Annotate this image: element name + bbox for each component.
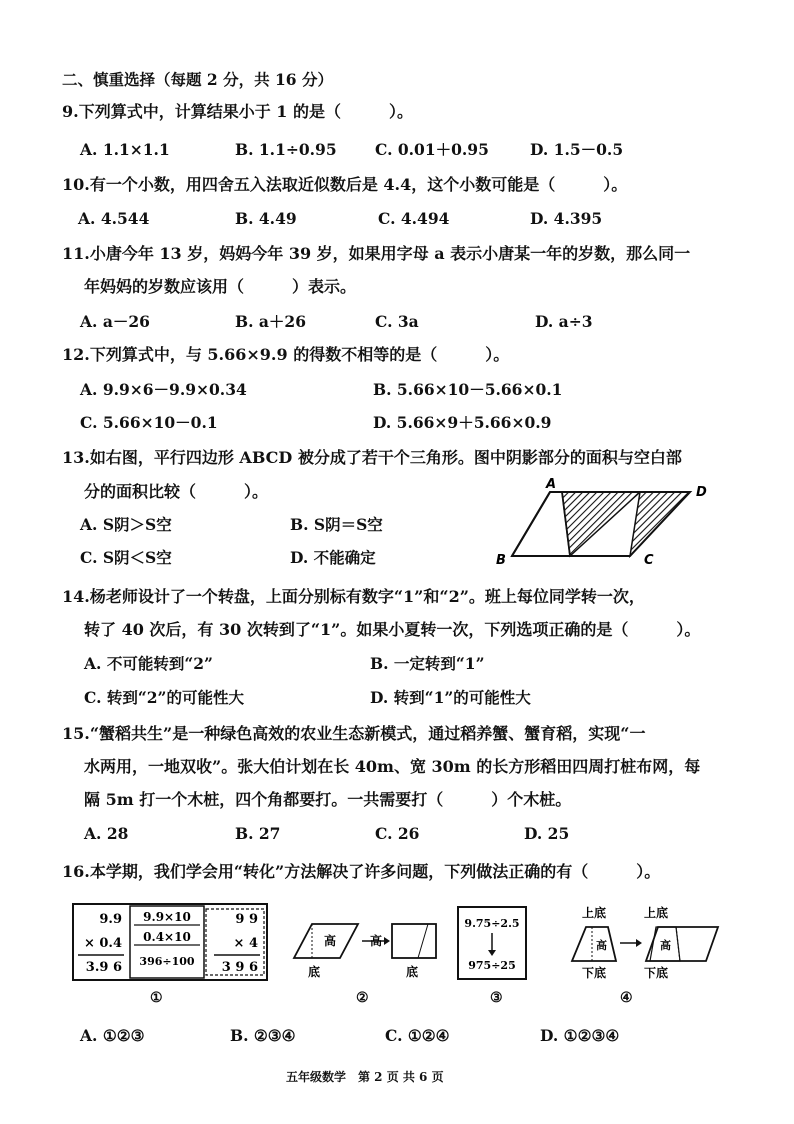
option-d: D. 转到“1”的可能性大 [370, 688, 531, 707]
vertex-label-a: A [546, 477, 557, 492]
mid-bot: 396÷100 [139, 955, 195, 968]
question-text: 小唐今年 13 岁，妈妈今年 39 岁，如果用字母 a 表示小唐某一年的岁数，那么同一 [89, 244, 691, 263]
question-text: 下列算式中，计算结果小于 1 的是（ ）。 [78, 102, 413, 121]
option-c: C. S阴＜S空 [80, 548, 172, 567]
top-base-label-2: 上底 [644, 906, 669, 920]
page-footer: 五年级数学 第 2 页 共 6 页 [286, 1070, 444, 1084]
division-top: 9.75÷2.5 [464, 917, 520, 930]
left-bot: 3.9 6 [85, 960, 122, 975]
vertex-label-d: D [696, 485, 707, 500]
shaded-triangle [562, 492, 640, 556]
question-number: 10. [62, 175, 90, 194]
height-label: 高 [596, 939, 607, 952]
question-number: 16. [62, 862, 90, 881]
height-label: 高 [324, 934, 337, 948]
question-text-line2: 分的面积比较（ ）。 [84, 482, 269, 501]
mid-mid: 0.4×10 [143, 930, 191, 944]
option-d: D. 1.5－0.5 [530, 140, 624, 159]
mid-top: 9.9×10 [143, 910, 191, 924]
right-top: 9 9 [235, 912, 258, 927]
option-c: C. 3a [375, 312, 419, 331]
option-b: B. 一定转到“1” [370, 654, 485, 673]
option-b: B. 4.49 [235, 209, 297, 228]
base-label: 底 [308, 965, 321, 979]
question-15 [62, 724, 645, 744]
option-d: D. 25 [524, 824, 570, 843]
question-number: 14. [62, 587, 90, 606]
right-bot: 3 9 6 [221, 960, 258, 975]
option-c: C. 5.66×10－0.1 [80, 413, 218, 432]
question-9 [62, 102, 413, 122]
option-c: C. 转到“2”的可能性大 [84, 688, 244, 707]
top-base-label: 上底 [582, 906, 607, 920]
question-14 [62, 587, 645, 607]
question-10 [62, 175, 627, 195]
bottom-base-label-2: 下底 [644, 966, 669, 980]
division-bot: 975÷25 [468, 959, 516, 972]
option-a: A. ①②③ [80, 1026, 145, 1045]
option-b: B. ②③④ [230, 1026, 296, 1045]
parallelogram-figure [490, 478, 720, 573]
question-text: 有一个小数，用四舍五入法取近似数后是 4.4，这个小数可能是（ ）。 [89, 175, 628, 194]
caption-4: ④ [620, 990, 633, 1006]
question-number: 15. [62, 724, 90, 743]
left-top: 9.9 [99, 912, 122, 927]
question-text-line2: 转了 40 次后，有 30 次转到了“1”。如果小夏转一次，下列选项正确的是（ ）。 [84, 620, 701, 639]
caption-2: ② [356, 990, 369, 1006]
question-16 [62, 862, 660, 882]
option-b: B. a＋26 [235, 312, 307, 331]
figure-3-division [457, 906, 529, 982]
vertex-label-b: B [496, 553, 506, 568]
question-number: 13. [62, 448, 90, 467]
height-label-2: 高 [370, 934, 383, 948]
option-a: A. 1.1×1.1 [80, 140, 170, 159]
question-text: 下列算式中，与 5.66×9.9 的得数不相等的是（ ）。 [89, 345, 510, 364]
option-c: C. 0.01＋0.95 [375, 140, 489, 159]
left-mid: × 0.4 [83, 936, 122, 951]
question-12 [62, 345, 509, 365]
question-text: 如右图，平行四边形 ABCD 被分成了若干个三角形。图中阴影部分的面积与空白部 [89, 448, 682, 467]
option-c: C. 4.494 [378, 209, 450, 228]
question-number: 11. [62, 244, 90, 263]
option-c: C. ①②④ [385, 1026, 450, 1045]
question-number: 9. [62, 102, 79, 121]
caption-1: ① [150, 990, 163, 1006]
option-d: D. 5.66×9＋5.66×0.9 [373, 413, 552, 432]
figure-2-parallelogram [290, 918, 450, 984]
figure-1-multiplication [72, 903, 270, 983]
option-a: A. 不可能转到“2” [84, 654, 213, 673]
right-mid: × 4 [233, 936, 258, 951]
figure-4-trapezoid [568, 905, 724, 987]
question-text-line2: 年妈妈的岁数应该用（ ）表示。 [84, 277, 357, 296]
option-d: D. 不能确定 [290, 548, 376, 567]
option-a: A. 28 [84, 824, 129, 843]
question-text: “蟹稻共生”是一种绿色高效的农业生态新模式，通过稻养蟹、蟹育稻，实现“一 [89, 724, 646, 743]
option-c: C. 26 [375, 824, 420, 843]
question-text: 本学期，我们学会用“转化”方法解决了许多问题，下列做法正确的有（ ）。 [89, 862, 661, 881]
vertex-label-c: C [644, 553, 654, 568]
section-title: 二、慎重选择（每题 2 分，共 16 分） [62, 70, 333, 89]
option-b: B. 1.1÷0.95 [235, 140, 337, 159]
height-label-2: 高 [660, 939, 671, 952]
base-label-2: 底 [406, 965, 419, 979]
question-number: 12. [62, 345, 90, 364]
option-a: A. 4.544 [78, 209, 150, 228]
option-b: B. S阴＝S空 [290, 515, 383, 534]
caption-3: ③ [490, 990, 503, 1006]
option-a: A. a－26 [80, 312, 150, 331]
question-text-line2: 水两用，一地双收”。张大伯计划在长 40m、宽 30m 的长方形稻田四周打桩布网，每 [84, 757, 701, 776]
bottom-base-label: 下底 [582, 966, 607, 980]
option-b: B. 27 [235, 824, 281, 843]
option-d: D. a÷3 [535, 312, 593, 331]
question-11 [62, 244, 690, 264]
option-b: B. 5.66×10－5.66×0.1 [373, 380, 563, 399]
question-13 [62, 448, 682, 468]
option-d: D. ①②③④ [540, 1026, 620, 1045]
question-text: 杨老师设计了一个转盘，上面分别标有数字“1”和“2”。班上每位同学转一次， [89, 587, 645, 606]
option-a: A. S阴＞S空 [80, 515, 172, 534]
option-d: D. 4.395 [530, 209, 603, 228]
option-a: A. 9.9×6－9.9×0.34 [80, 380, 247, 399]
question-text-line3: 隔 5m 打一个木桩，四个角都要打。一共需要打（ ）个木桩。 [84, 790, 572, 809]
